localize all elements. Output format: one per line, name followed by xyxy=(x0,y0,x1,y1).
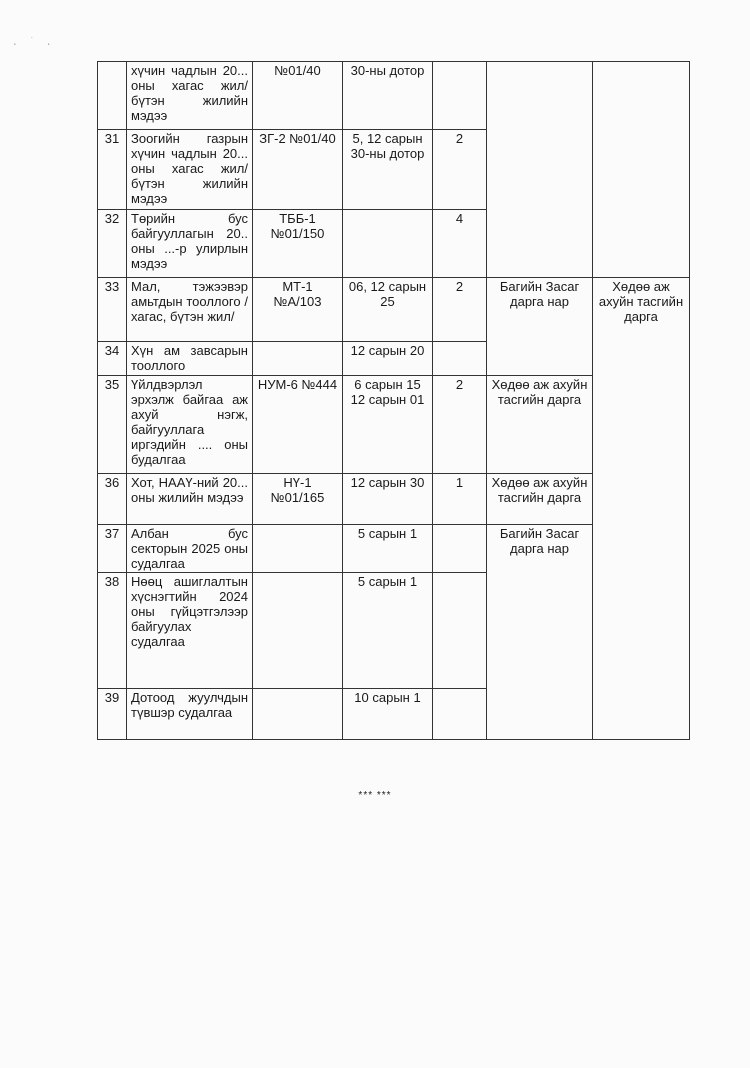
row-date: 06, 12 сарын 25 xyxy=(343,278,433,342)
responsible-agri-head: Хөдөө аж ахуйн тасгийн дарга xyxy=(487,376,593,474)
row-date: 10 сарын 1 xyxy=(343,689,433,740)
row-number: 35 xyxy=(98,376,127,474)
row-name: Төрийн бус байгууллагын 20.. оны ...-р улирлын мэдээ xyxy=(127,210,253,278)
row-name: Хот, НААҮ-ний 20... оны жилийн мэдээ xyxy=(127,474,253,525)
row-code: НУМ-6 №444 xyxy=(253,376,343,474)
row-code xyxy=(253,689,343,740)
row-number: 33 xyxy=(98,278,127,342)
row-number: 37 xyxy=(98,525,127,573)
row-number: 38 xyxy=(98,573,127,689)
row-code: НҮ-1 №01/165 xyxy=(253,474,343,525)
row-date: 5 сарын 1 xyxy=(343,573,433,689)
scan-marks: ˛ ˙ ˛ xyxy=(14,36,57,45)
row-count: 2 xyxy=(433,278,487,342)
row-number: 31 xyxy=(98,130,127,210)
responsible-agri-head-overall: Хөдөө аж ахуйн тасгийн дарга xyxy=(593,278,690,740)
responsible-empty-right xyxy=(593,62,690,278)
row-count: 2 xyxy=(433,130,487,210)
row-name: Нөөц ашиглалтын хүснэгтийн 2024 оны гүйцэтгэлээр байгуулах судалгаа xyxy=(127,573,253,689)
row-number: 36 xyxy=(98,474,127,525)
row-code: ТББ-1 №01/150 xyxy=(253,210,343,278)
row-count xyxy=(433,342,487,376)
report-table xyxy=(97,61,690,740)
row-name: Үйлдвэрлэл эрхэлж байгаа аж ахуй нэгж, байгууллага иргэдийн .... оны будалгаа xyxy=(127,376,253,474)
table-row xyxy=(98,278,690,342)
row-number xyxy=(98,62,127,130)
row-code xyxy=(253,573,343,689)
row-number: 32 xyxy=(98,210,127,278)
row-name: Зоогийн газрын хүчин чадлын 20... оны хагас жил/ бүтэн жилийн мэдээ xyxy=(127,130,253,210)
responsible-agri-head: Хөдөө аж ахуйн тасгийн дарга xyxy=(487,474,593,525)
row-count: 4 xyxy=(433,210,487,278)
row-date: 12 сарын 20 xyxy=(343,342,433,376)
row-date xyxy=(343,210,433,278)
row-count xyxy=(433,573,487,689)
row-code xyxy=(253,525,343,573)
responsible-empty xyxy=(487,62,593,278)
row-code: ЗГ-2 №01/40 xyxy=(253,130,343,210)
row-count xyxy=(433,62,487,130)
row-date: 5, 12 сарын 30-ны дотор xyxy=(343,130,433,210)
row-name: Албан бус секторын 2025 оны судалгаа xyxy=(127,525,253,573)
row-number: 34 xyxy=(98,342,127,376)
row-date: 12 сарын 30 xyxy=(343,474,433,525)
row-date: 30-ны дотор xyxy=(343,62,433,130)
row-date: 5 сарын 1 xyxy=(343,525,433,573)
row-code: МТ-1 №А/103 xyxy=(253,278,343,342)
row-count xyxy=(433,689,487,740)
row-number: 39 xyxy=(98,689,127,740)
end-mark: *** *** xyxy=(358,790,392,801)
responsible-bag-governors: Багийн Засаг дарга нар xyxy=(487,278,593,376)
row-name: Хүн ам завсарын тооллого xyxy=(127,342,253,376)
row-date: 6 сарын 15 12 сарын 01 xyxy=(343,376,433,474)
row-code: №01/40 xyxy=(253,62,343,130)
row-count xyxy=(433,525,487,573)
responsible-bag-governors: Багийн Засаг дарга нар xyxy=(487,525,593,740)
row-count: 2 xyxy=(433,376,487,474)
row-name: Мал, тэжээвэр амьтдын тооллого /хагас, бүтэн жил/ xyxy=(127,278,253,342)
row-name: Дотоод жуулчдын түвшэр судалгаа xyxy=(127,689,253,740)
row-name: хүчин чадлын 20... оны хагас жил/ бүтэн жилийн мэдээ xyxy=(127,62,253,130)
row-code xyxy=(253,342,343,376)
table-row xyxy=(98,62,690,130)
row-count: 1 xyxy=(433,474,487,525)
